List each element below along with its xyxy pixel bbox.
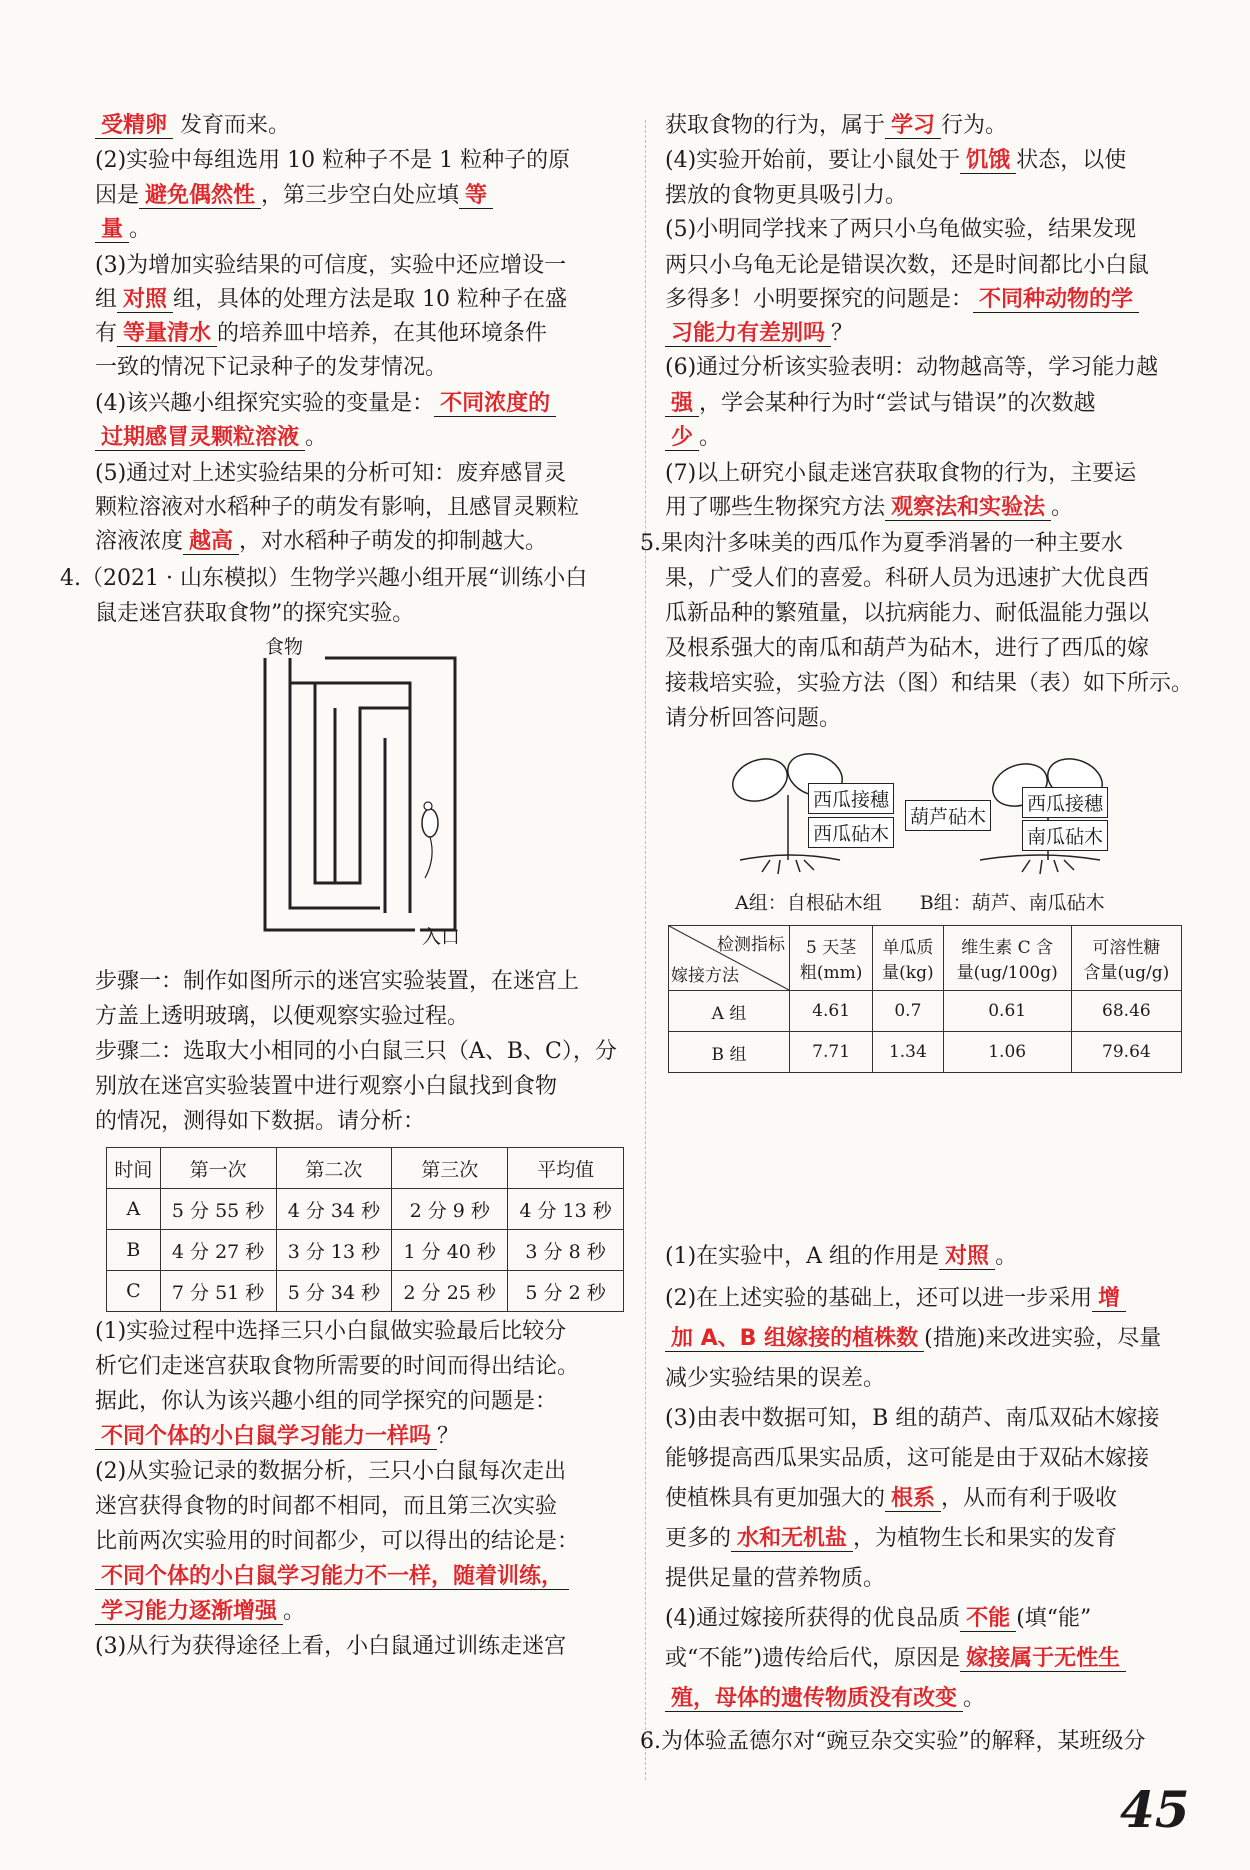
page-number: 45 <box>1120 1780 1190 1839</box>
text-line: 请分析回答问题。 <box>665 706 842 731</box>
table-cell: A 组 <box>669 991 790 1032</box>
table-cell: 1.06 <box>943 1032 1071 1073</box>
answer: 强 <box>665 391 699 417</box>
text-line: (2)从实验记录的数据分析，三只小白鼠每次走出 <box>95 1459 567 1484</box>
text-line: 用了哪些生物探究方法 观察法和实验法 。 <box>665 495 1074 520</box>
text-line: 的情况，测得如下数据。请分析： <box>95 1109 426 1134</box>
table-row <box>669 991 1182 1032</box>
table-cell: 3 分 8 秒 <box>508 1230 624 1271</box>
table-cell: 4 分 34 秒 <box>276 1189 392 1230</box>
text-line: 更多的 水和无机盐 ，为植物生长和果实的发育 <box>665 1526 1118 1551</box>
answer: 增 <box>1092 1286 1126 1312</box>
answer: 不同种动物的学 <box>973 287 1139 313</box>
answer: 殖，母体的遗传物质没有改变 <box>665 1686 963 1712</box>
label-b-scion: 西瓜接穗 <box>1022 787 1108 818</box>
text-line: 据此，你认为该兴趣小组的同学探究的问题是： <box>95 1389 558 1414</box>
answer: 根系 <box>885 1486 941 1512</box>
text-line: 获取食物的行为，属于 学习 行为。 <box>665 113 1008 138</box>
text-line: 少 。 <box>665 424 721 452</box>
text-line: 过期感冒灵颗粒溶液 。 <box>95 424 327 452</box>
table-cell: A <box>107 1189 161 1230</box>
text-line: 殖，母体的遗传物质没有改变 。 <box>665 1685 985 1713</box>
text-line: 接栽培实验，实验方法（图）和结果（表）如下所示。 <box>665 671 1194 696</box>
label-gourd-stock: 葫芦砧木 <box>905 800 991 831</box>
text-line: 瓜新品种的繁殖量，以抗病能力、耐低温能力强以 <box>665 601 1150 626</box>
text-line: 强 ，学会某种行为时“尝试与错误”的次数越 <box>665 390 1096 418</box>
text-line: 步骤二：选取大小相同的小白鼠三只（A、B、C），分 <box>95 1039 617 1064</box>
text-line: 颗粒溶液对水稻种子的萌发有影响，且感冒灵颗粒 <box>95 495 580 520</box>
answer: 水和无机盐 <box>731 1526 853 1552</box>
table-cell: 1 分 40 秒 <box>392 1230 508 1271</box>
table-row <box>107 1271 624 1312</box>
table-cell: 5 分 2 秒 <box>508 1271 624 1312</box>
text-line: (3)由表中数据可知，B 组的葫芦、南瓜双砧木嫁接 <box>665 1406 1160 1431</box>
text-line: 使植株具有更加强大的 根系 ，从而有利于吸收 <box>665 1486 1118 1511</box>
maze-entry-label: 入口 <box>422 926 461 948</box>
question-4: 4.（2021 · 山东模拟）生物学兴趣小组开展“训练小白 <box>60 566 588 591</box>
table-cell: B 组 <box>669 1032 790 1073</box>
table-header: 5 天茎 粗(mm) <box>790 926 873 991</box>
text-line: 摆放的食物更具吸引力。 <box>665 183 908 208</box>
table-cell: 0.7 <box>873 991 943 1032</box>
text-line: (6)通过分析该实验表明：动物越高等，学习能力越 <box>665 355 1159 380</box>
table-cell: C <box>107 1271 161 1312</box>
answer: 不同个体的小白鼠学习能力一样吗 <box>95 1424 437 1450</box>
answer: 受精卵 <box>95 113 173 139</box>
answer: 对照 <box>939 1244 995 1270</box>
label-b-stock: 南瓜砧木 <box>1022 820 1108 851</box>
table-cell: 1.34 <box>873 1032 943 1073</box>
text-line: 比前两次实验用的时间都少，可以得出的结论是： <box>95 1529 580 1554</box>
text-line: 减少实验结果的误差。 <box>665 1366 886 1391</box>
text-line: (7)以上研究小鼠走迷宫获取食物的行为，主要运 <box>665 461 1137 486</box>
text-line: 提供足量的营养物质。 <box>665 1566 886 1591</box>
answer: 嫁接属于无性生 <box>960 1646 1126 1672</box>
table-cell: 4 分 13 秒 <box>508 1189 624 1230</box>
table-cell: 2 分 25 秒 <box>392 1271 508 1312</box>
table-cell: 5 分 34 秒 <box>276 1271 392 1312</box>
table-row <box>107 1230 624 1271</box>
column-divider <box>645 120 646 1780</box>
text-line: (5)通过对上述实验结果的分析可知：废弃感冒灵 <box>95 461 567 486</box>
diagonal-bottom-label: 嫁接方法 <box>671 966 739 986</box>
text-line: 及根系强大的南瓜和葫芦为砧木，进行了西瓜的嫁 <box>665 636 1150 661</box>
table-cell: 4.61 <box>790 991 873 1032</box>
table-cell: 2 分 9 秒 <box>392 1189 508 1230</box>
table-cell: 0.61 <box>943 991 1071 1032</box>
question-6: 6.为体验孟德尔对“豌豆杂交实验”的解释，某班级分 <box>640 1729 1146 1754</box>
table-header: 单瓜质 量(kg) <box>873 926 943 991</box>
answer: 习能力有差别吗 <box>665 321 831 347</box>
answer: 过期感冒灵颗粒溶液 <box>95 425 305 451</box>
table-header: 可溶性糖 含量(ug/g) <box>1071 926 1181 991</box>
diagonal-top-label: 检测指标 <box>717 935 785 955</box>
table-header-row <box>669 926 1182 991</box>
answer: 学习 <box>885 113 941 139</box>
table-cell: B <box>107 1230 161 1271</box>
answer: 量 <box>95 217 129 243</box>
text-line: (2)在上述实验的基础上，还可以进一步采用 增 <box>665 1285 1126 1313</box>
answer: 不同浓度的 <box>434 391 556 417</box>
table-row <box>107 1189 624 1230</box>
text-line: 加 A、B 组嫁接的植株数 (措施)来改进实验，尽量 <box>665 1325 1161 1353</box>
text-line: (1)在实验中，A 组的作用是 对照 。 <box>665 1244 1018 1269</box>
text-line: 析它们走迷宫获取食物所需要的时间而得出结论。 <box>95 1354 580 1379</box>
table-cell: 4 分 27 秒 <box>160 1230 276 1271</box>
answer: 加 A、B 组嫁接的植株数 <box>665 1326 924 1352</box>
answer: 避免偶然性 <box>139 183 261 209</box>
table-row <box>669 1032 1182 1073</box>
maze-diagram <box>260 648 460 948</box>
text-line: (3)为增加实验结果的可信度，实验中还应增设一 <box>95 253 567 278</box>
text-line: 量 。 <box>95 216 151 244</box>
text-line: 果，广受人们的喜爱。科研人员为迅速扩大优良西 <box>665 566 1150 591</box>
text-line: (4)该兴趣小组探究实验的变量是： 不同浓度的 <box>95 390 556 418</box>
text-line: 或“不能”)遗传给后代，原因是 嫁接属于无性生 <box>665 1645 1126 1673</box>
text-line: 能够提高西瓜果实品质，这可能是由于双砧木嫁接 <box>665 1446 1150 1471</box>
table-header: 时间 <box>107 1148 161 1189</box>
label-a-scion: 西瓜接穗 <box>808 783 894 814</box>
diagonal-header <box>669 926 790 991</box>
maze-food-label: 食物 <box>265 636 304 658</box>
text-line: (4)通过嫁接所获得的优良品质 不能 (填“能” <box>665 1606 1092 1631</box>
text-line: (3)从行为获得途径上看，小白鼠通过训练走迷宫 <box>95 1634 567 1659</box>
grafting-data-table <box>668 925 1182 1073</box>
answer: 少 <box>665 425 699 451</box>
answer: 饥饿 <box>960 148 1016 174</box>
text-line: (2)实验中每组选用 10 粒种子不是 1 粒种子的原 <box>95 148 571 173</box>
answer: 等量清水 <box>117 321 217 347</box>
maze-data-table <box>106 1147 624 1312</box>
table-cell: 3 分 13 秒 <box>276 1230 392 1271</box>
table-cell: 68.46 <box>1071 991 1181 1032</box>
question-5: 5.果肉汁多味美的西瓜作为夏季消暑的一种主要水 <box>640 531 1123 556</box>
text-line: 组 对照 组，具体的处理方法是取 10 粒种子在盛 <box>95 287 568 312</box>
text-line: (1)实验过程中选择三只小白鼠做实验最后比较分 <box>95 1319 567 1344</box>
text-line: 一致的情况下记录种子的发芽情况。 <box>95 355 448 380</box>
label-a-stock: 西瓜砧木 <box>808 817 894 848</box>
answer: 观察法和实验法 <box>885 495 1051 521</box>
text-line: 方盖上透明玻璃，以便观察实验过程。 <box>95 1004 470 1029</box>
table-header-row <box>107 1148 624 1189</box>
text-line: (5)小明同学找来了两只小乌龟做实验，结果发现 <box>665 217 1137 242</box>
table-cell: 7 分 51 秒 <box>160 1271 276 1312</box>
text-line: 别放在迷宫实验装置中进行观察小白鼠找到食物 <box>95 1074 558 1099</box>
text-line: 鼠走迷宫获取食物”的探究实验。 <box>95 601 415 626</box>
text-line: 学习能力逐渐增强 。 <box>95 1598 305 1626</box>
text-line: 两只小乌龟无论是错误次数，还是时间都比小白鼠 <box>665 253 1150 278</box>
answer: 不能 <box>960 1606 1016 1632</box>
answer: 越高 <box>183 529 239 555</box>
text-line: 不同个体的小白鼠学习能力一样吗 ？ <box>95 1423 459 1451</box>
text-line: 有 等量清水 的培养皿中培养，在其他环境条件 <box>95 321 548 346</box>
table-header: 平均值 <box>508 1148 624 1189</box>
text-line: 多得多！小明要探究的问题是： 不同种动物的学 <box>665 286 1139 314</box>
text-line: 因是 避免偶然性 ，第三步空白处应填 等 <box>95 182 493 210</box>
table-header: 第二次 <box>276 1148 392 1189</box>
table-header: 第一次 <box>160 1148 276 1189</box>
text-line: (4)实验开始前，要让小鼠处于 饥饿 状态，以使 <box>665 148 1127 173</box>
text-line: 步骤一：制作如图所示的迷宫实验装置，在迷宫上 <box>95 969 580 994</box>
text-line: 受精卵 发育而来。 <box>95 112 290 140</box>
answer: 不同个体的小白鼠学习能力不一样，随着训练， <box>95 1564 569 1590</box>
table-cell: 79.64 <box>1071 1032 1181 1073</box>
table-cell: 7.71 <box>790 1032 873 1073</box>
table-cell: 5 分 55 秒 <box>160 1189 276 1230</box>
text-line: 溶液浓度 越高 ，对水稻种子萌发的抑制越大。 <box>95 529 548 554</box>
table-header: 维生素 C 含 量(ug/100g) <box>943 926 1071 991</box>
answer: 等 <box>459 183 493 209</box>
answer: 对照 <box>117 287 173 313</box>
text-line: 迷宫获得食物的时间都不相同，而且第三次实验 <box>95 1494 558 1519</box>
table-header: 第三次 <box>392 1148 508 1189</box>
text-line <box>95 1563 569 1591</box>
answer: 学习能力逐渐增强 <box>95 1599 283 1625</box>
figure-caption: A组：自根砧木组 B组：葫芦、南瓜砧木 <box>735 892 1105 914</box>
text-line: 习能力有差别吗 ？ <box>665 320 853 348</box>
